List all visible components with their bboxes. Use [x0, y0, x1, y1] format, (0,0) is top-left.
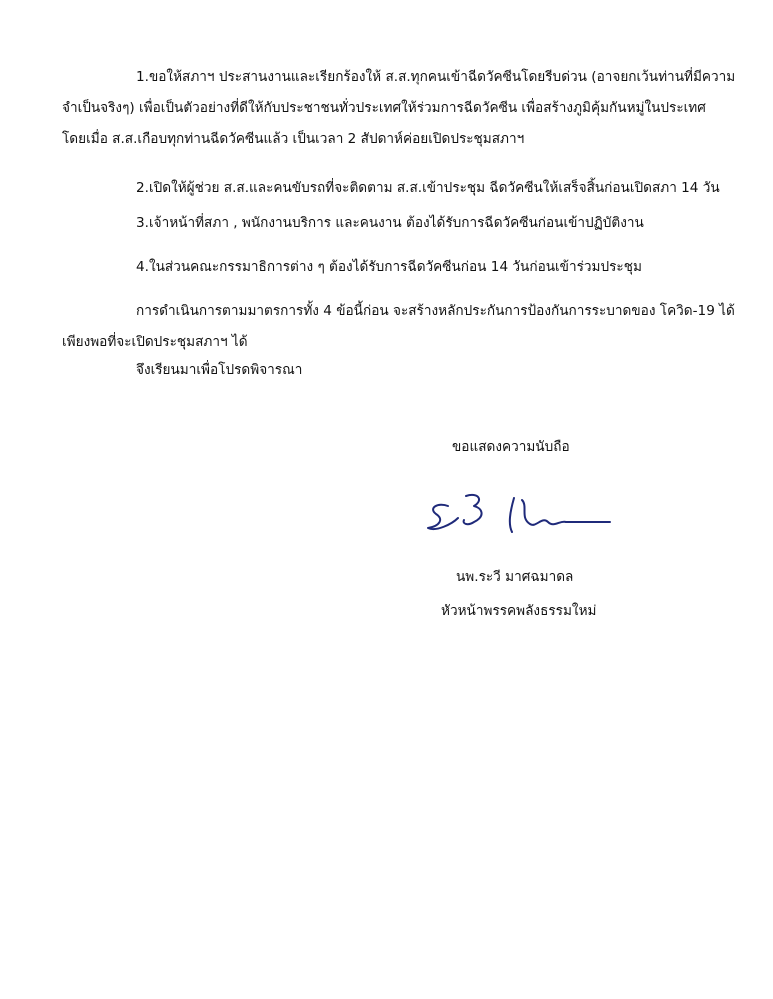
closing-salutation: ขอแสดงความนับถือ [452, 439, 570, 455]
signer-name: นพ.ระวี มาศฉมาดล [456, 569, 574, 585]
handwritten-signature [418, 484, 614, 544]
signature-stroke-1 [428, 505, 458, 529]
item-3-paragraph [62, 208, 687, 239]
request-paragraph [62, 355, 687, 386]
item-2-text: 2.เปิดให้ผู้ช่วย ส.ส.และคนขับรถที่จะติดตาม ส.ส.เข้าประชุม ฉีดวัคซีนให้เสร็จสิ้นก่อนเปิดสภา 14 วัน [136, 180, 720, 196]
summary-line-2: เพียงพอที่จะเปิดประชุมสภาฯ ได้ [62, 334, 248, 350]
summary-line-1: การดำเนินการตามมาตรการทั้ง 4 ข้อนี้ก่อน จะสร้างหลักประกันการป้องกันการระบาดของ โควิด-19 ได้ [136, 303, 735, 319]
item-3-text: 3.เจ้าหน้าที่สภา , พนักงานบริการ และคนงาน ต้องได้รับการฉีดวัคซีนก่อนเข้าปฏิบัติงาน [136, 215, 644, 231]
summary-paragraph [62, 296, 735, 358]
item-1-paragraph [62, 62, 736, 155]
signature-stroke-4 [522, 500, 610, 525]
item-1-line-3: โดยเมื่อ ส.ส.เกือบทุกท่านฉีดวัคซีนแล้ว เป็นเวลา 2 สัปดาห์ค่อยเปิดประชุมสภาฯ [62, 131, 525, 147]
item-1-line-2: จำเป็นจริงๆ) เพื่อเป็นตัวอย่างที่ดีให้กับประชาชนทั่วประเทศให้ร่วมการฉีดวัคซีน เพื่อสร้างภูมิคุ้มกันหมู่ในประเทศ [62, 100, 706, 116]
item-2-paragraph [62, 173, 720, 204]
item-1-line-1: 1.ขอให้สภาฯ ประสานงานและเรียกร้องให้ ส.ส.ทุกคนเข้าฉีดวัคซีนโดยรีบด่วน (อาจยกเว้นท่านที่มีความ [136, 69, 736, 85]
item-4-paragraph [62, 252, 687, 283]
signature-stroke-2 [464, 495, 482, 524]
signer-title: หัวหน้าพรรคพลังธรรมใหม่ [441, 603, 597, 619]
request-text: จึงเรียนมาเพื่อโปรดพิจารณา [136, 362, 303, 378]
item-4-text: 4.ในส่วนคณะกรรมาธิการต่าง ๆ ต้องได้รับการฉีดวัคซีนก่อน 14 วันก่อนเข้าร่วมประชุม [136, 259, 642, 275]
signature-stroke-3 [510, 498, 514, 532]
